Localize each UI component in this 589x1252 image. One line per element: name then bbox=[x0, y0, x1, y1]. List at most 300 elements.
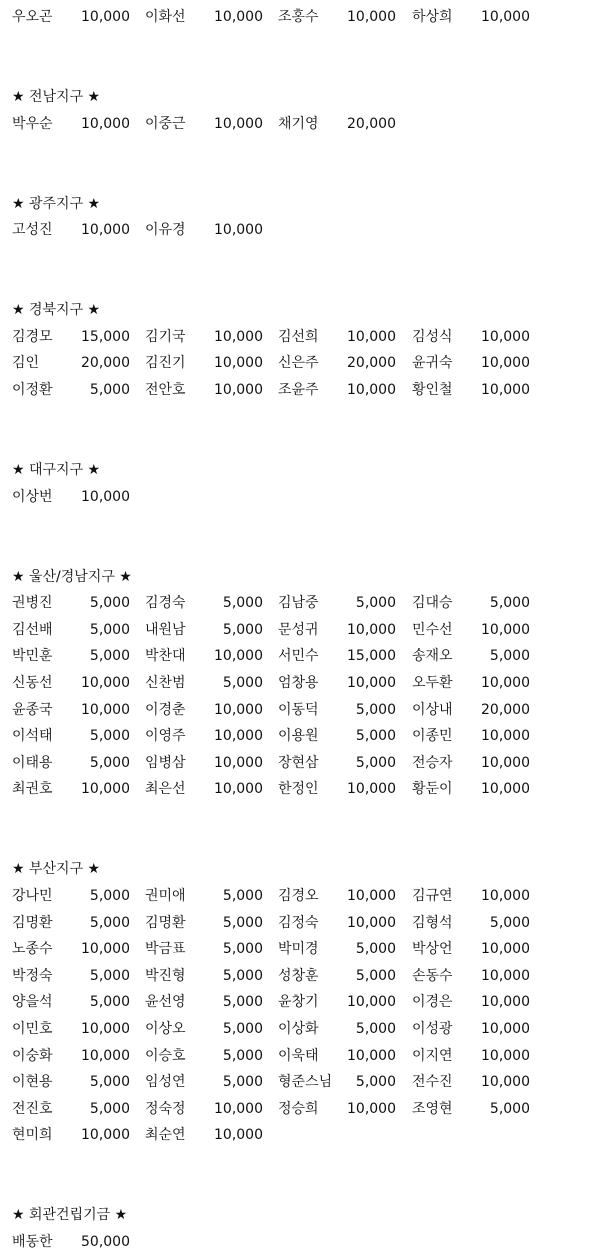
donor-entry bbox=[145, 646, 265, 666]
donation-amount: 10,000 bbox=[81, 115, 130, 132]
donor-row bbox=[12, 7, 572, 27]
donor-entry bbox=[278, 673, 398, 693]
donation-amount: 10,000 bbox=[347, 1100, 396, 1117]
donor-row bbox=[12, 487, 572, 507]
donor-row bbox=[12, 1232, 572, 1252]
donor-entry bbox=[278, 966, 398, 986]
donor-name: 박금표 bbox=[145, 941, 186, 958]
donation-amount: 10,000 bbox=[81, 1047, 130, 1064]
donor-entry bbox=[412, 593, 532, 613]
donor-entry bbox=[12, 700, 132, 720]
donor-entry bbox=[145, 114, 265, 134]
donation-amount: 5,000 bbox=[355, 967, 396, 984]
donor-row bbox=[12, 1125, 572, 1145]
donor-name: 김규연 bbox=[412, 888, 453, 904]
donor-entry bbox=[145, 966, 265, 986]
donor-name: 윤선영 bbox=[145, 994, 186, 1011]
donor-entry bbox=[278, 114, 398, 134]
donor-entry bbox=[278, 913, 398, 933]
donation-amount: 10,000 bbox=[481, 728, 530, 745]
donor-entry bbox=[12, 1019, 132, 1039]
donor-name: 채기영 bbox=[278, 115, 319, 132]
donation-amount: 10,000 bbox=[481, 355, 530, 372]
donor-name: 이성광 bbox=[412, 1021, 453, 1037]
donor-entry bbox=[12, 327, 132, 347]
donation-amount: 5,000 bbox=[222, 595, 263, 612]
donor-entry bbox=[12, 753, 132, 773]
donation-amount: 5,000 bbox=[89, 967, 130, 984]
donation-amount: 5,000 bbox=[89, 888, 130, 904]
donor-name: 이승호 bbox=[145, 1047, 186, 1064]
donor-name: 하상희 bbox=[412, 9, 453, 25]
donation-amount: 10,000 bbox=[481, 1021, 530, 1037]
donation-amount: 5,000 bbox=[489, 595, 530, 612]
donor-entry bbox=[278, 939, 398, 959]
donation-amount: 10,000 bbox=[347, 994, 396, 1011]
donor-entry bbox=[278, 992, 398, 1012]
donor-name: 김명환 bbox=[12, 914, 53, 931]
donation-amount: 10,000 bbox=[347, 888, 396, 904]
donation-amount: 10,000 bbox=[81, 9, 130, 25]
donation-amount: 20,000 bbox=[347, 115, 396, 132]
donation-amount: 10,000 bbox=[214, 701, 263, 718]
donor-name: 이상내 bbox=[412, 701, 453, 718]
donor-name: 이종민 bbox=[412, 728, 453, 745]
donor-name: 장현삼 bbox=[278, 754, 319, 771]
donor-entry bbox=[145, 1125, 265, 1145]
donation-amount: 10,000 bbox=[81, 701, 130, 718]
donor-name: 최권호 bbox=[12, 781, 53, 798]
donor-entry bbox=[412, 913, 532, 933]
donor-entry bbox=[12, 966, 132, 986]
donor-name: 김기국 bbox=[145, 328, 186, 345]
donor-row bbox=[12, 593, 572, 613]
donation-amount: 10,000 bbox=[81, 781, 130, 798]
donor-name: 오두환 bbox=[412, 675, 453, 691]
donor-row bbox=[12, 779, 572, 799]
donation-amount: 5,000 bbox=[89, 1100, 130, 1117]
donation-amount: 10,000 bbox=[481, 1074, 530, 1091]
donation-amount: 10,000 bbox=[481, 328, 530, 345]
donor-entry bbox=[412, 1046, 532, 1066]
donor-name: 박진형 bbox=[145, 967, 186, 984]
donor-row bbox=[12, 220, 572, 240]
donor-name: 윤종국 bbox=[12, 701, 53, 718]
donation-amount: 10,000 bbox=[481, 9, 530, 25]
donor-name: 전승자 bbox=[412, 754, 453, 771]
donation-amount: 10,000 bbox=[214, 1100, 263, 1117]
donor-name: 김성식 bbox=[412, 328, 453, 345]
donor-name: 박정숙 bbox=[12, 967, 53, 984]
donation-amount: 10,000 bbox=[481, 888, 530, 904]
donor-row bbox=[12, 327, 572, 347]
donor-name: 전안호 bbox=[145, 382, 186, 398]
donor-entry bbox=[12, 1046, 132, 1066]
donor-row bbox=[12, 939, 572, 959]
donation-amount: 5,000 bbox=[355, 1074, 396, 1091]
donor-entry bbox=[12, 114, 132, 134]
donor-name: 이숭화 bbox=[12, 1047, 53, 1064]
donor-entry bbox=[278, 1019, 398, 1039]
donor-name: 김진기 bbox=[145, 355, 186, 372]
donor-entry bbox=[412, 1019, 532, 1039]
donor-entry bbox=[12, 939, 132, 959]
donor-name: 양을석 bbox=[12, 994, 53, 1011]
donor-name: 이영주 bbox=[145, 728, 186, 745]
donor-entry bbox=[12, 726, 132, 746]
donor-name: 이민호 bbox=[12, 1021, 53, 1037]
donor-entry bbox=[278, 726, 398, 746]
donation-amount: 10,000 bbox=[214, 222, 263, 239]
donation-amount: 10,000 bbox=[481, 941, 530, 958]
donor-name: 김대승 bbox=[412, 595, 453, 612]
donor-name: 이경은 bbox=[412, 994, 453, 1011]
donor-entry bbox=[145, 886, 265, 906]
donation-amount: 10,000 bbox=[214, 781, 263, 798]
donation-amount: 5,000 bbox=[489, 648, 530, 665]
donor-row bbox=[12, 380, 572, 400]
donation-amount: 10,000 bbox=[214, 1127, 263, 1144]
donor-name: 윤창기 bbox=[278, 994, 319, 1011]
donor-name: 이동덕 bbox=[278, 701, 319, 718]
donor-name: 신은주 bbox=[278, 355, 319, 372]
donation-amount: 5,000 bbox=[89, 621, 130, 638]
donor-row bbox=[12, 700, 572, 720]
donation-amount: 10,000 bbox=[347, 914, 396, 931]
donor-entry bbox=[145, 1046, 265, 1066]
donation-amount: 5,000 bbox=[222, 994, 263, 1011]
donor-name: 조영현 bbox=[412, 1100, 453, 1117]
donor-row bbox=[12, 913, 572, 933]
donation-amount: 10,000 bbox=[214, 328, 263, 345]
donation-amount: 10,000 bbox=[214, 9, 263, 25]
donor-name: 이상오 bbox=[145, 1021, 186, 1037]
donor-name: 박우순 bbox=[12, 115, 53, 132]
donor-name: 김경숙 bbox=[145, 595, 186, 612]
donor-name: 윤귀숙 bbox=[412, 355, 453, 372]
donor-name: 박상언 bbox=[412, 941, 453, 958]
donor-row bbox=[12, 1046, 572, 1066]
donor-row bbox=[12, 1072, 572, 1092]
donor-name: 이태용 bbox=[12, 754, 53, 771]
donor-entry bbox=[145, 327, 265, 347]
donation-amount: 15,000 bbox=[81, 328, 130, 345]
donor-entry bbox=[412, 1072, 532, 1092]
donor-name: 조홍수 bbox=[278, 9, 319, 25]
donor-entry bbox=[145, 593, 265, 613]
donor-entry bbox=[145, 992, 265, 1012]
donor-name: 신찬범 bbox=[145, 675, 186, 691]
donation-amount: 10,000 bbox=[81, 675, 130, 691]
donor-entry bbox=[12, 992, 132, 1012]
donation-amount: 5,000 bbox=[355, 754, 396, 771]
donor-entry bbox=[278, 1046, 398, 1066]
donor-name: 문성귀 bbox=[278, 621, 319, 638]
donor-entry bbox=[412, 673, 532, 693]
donor-entry bbox=[278, 753, 398, 773]
donor-name: 황인철 bbox=[412, 382, 453, 398]
donor-name: 이상화 bbox=[278, 1021, 319, 1037]
donor-entry bbox=[278, 380, 398, 400]
donor-name: 고성진 bbox=[12, 222, 53, 239]
donor-entry bbox=[412, 966, 532, 986]
donation-amount: 10,000 bbox=[81, 222, 130, 239]
donor-entry bbox=[145, 779, 265, 799]
donor-name: 성창훈 bbox=[278, 967, 319, 984]
donation-amount: 50,000 bbox=[81, 1234, 130, 1250]
donation-amount: 10,000 bbox=[214, 754, 263, 771]
donor-name: 임성연 bbox=[145, 1074, 186, 1091]
donation-amount: 5,000 bbox=[222, 888, 263, 904]
donation-amount: 10,000 bbox=[81, 941, 130, 958]
donor-name: 배동한 bbox=[12, 1234, 53, 1250]
donor-name: 민수선 bbox=[412, 621, 453, 638]
donation-amount: 10,000 bbox=[347, 9, 396, 25]
donor-entry bbox=[12, 673, 132, 693]
donation-amount: 5,000 bbox=[355, 941, 396, 958]
donor-name: 권병진 bbox=[12, 595, 53, 612]
donor-entry bbox=[12, 380, 132, 400]
donation-amount: 10,000 bbox=[347, 1047, 396, 1064]
donation-amount: 5,000 bbox=[222, 1021, 263, 1037]
donor-name: 임병삼 bbox=[145, 754, 186, 771]
donor-row bbox=[12, 353, 572, 373]
donation-amount: 5,000 bbox=[89, 914, 130, 931]
section-heading: ★ 회관건립기금 ★ bbox=[12, 1207, 128, 1224]
donor-name: 형준스님 bbox=[278, 1074, 333, 1091]
donation-amount: 10,000 bbox=[81, 1021, 130, 1037]
donor-name: 최은선 bbox=[145, 781, 186, 798]
donor-name: 전수진 bbox=[412, 1074, 453, 1091]
donor-entry bbox=[12, 1072, 132, 1092]
donation-amount: 5,000 bbox=[89, 595, 130, 612]
donor-name: 김인 bbox=[12, 355, 40, 372]
donation-amount: 5,000 bbox=[355, 595, 396, 612]
donor-row bbox=[12, 992, 572, 1012]
donor-entry bbox=[12, 7, 132, 27]
donor-row bbox=[12, 114, 572, 134]
donor-entry bbox=[412, 753, 532, 773]
donation-amount: 5,000 bbox=[222, 1074, 263, 1091]
donation-amount: 20,000 bbox=[347, 355, 396, 372]
donation-amount: 20,000 bbox=[481, 701, 530, 718]
donor-entry bbox=[278, 593, 398, 613]
section-heading: ★ 광주지구 ★ bbox=[12, 195, 101, 212]
donor-entry bbox=[278, 353, 398, 373]
donor-name: 황둔이 bbox=[412, 781, 453, 798]
donor-entry bbox=[412, 726, 532, 746]
donor-name: 손동수 bbox=[412, 967, 453, 984]
donor-entry bbox=[12, 779, 132, 799]
donor-entry bbox=[278, 620, 398, 640]
donation-amount: 20,000 bbox=[81, 355, 130, 372]
donor-entry bbox=[412, 353, 532, 373]
donor-name: 이정환 bbox=[12, 382, 53, 398]
donation-amount: 10,000 bbox=[481, 994, 530, 1011]
donor-name: 내원남 bbox=[145, 621, 186, 638]
donor-name: 서민수 bbox=[278, 648, 319, 665]
donation-amount: 5,000 bbox=[222, 967, 263, 984]
donor-entry bbox=[412, 620, 532, 640]
donor-name: 노종수 bbox=[12, 941, 53, 958]
section-heading: ★ 경북지구 ★ bbox=[12, 302, 101, 319]
donor-entry bbox=[12, 1099, 132, 1119]
donor-row bbox=[12, 966, 572, 986]
donor-row bbox=[12, 1099, 572, 1119]
donation-amount: 5,000 bbox=[89, 1074, 130, 1091]
donor-entry bbox=[145, 7, 265, 27]
donor-entry bbox=[412, 646, 532, 666]
donor-entry bbox=[12, 487, 132, 507]
donation-amount: 10,000 bbox=[481, 1047, 530, 1064]
donor-entry bbox=[412, 327, 532, 347]
donor-entry bbox=[145, 913, 265, 933]
donor-entry bbox=[12, 646, 132, 666]
donation-amount: 5,000 bbox=[355, 1021, 396, 1037]
donation-amount: 5,000 bbox=[89, 994, 130, 1011]
donor-name: 김형석 bbox=[412, 914, 453, 931]
donation-amount: 10,000 bbox=[481, 754, 530, 771]
donor-entry bbox=[412, 939, 532, 959]
donor-name: 정숙정 bbox=[145, 1100, 186, 1117]
donation-amount: 10,000 bbox=[347, 781, 396, 798]
donor-name: 박민훈 bbox=[12, 648, 53, 665]
donor-entry bbox=[145, 1099, 265, 1119]
donor-name: 최순연 bbox=[145, 1127, 186, 1144]
donor-name: 이중근 bbox=[145, 115, 186, 132]
donor-name: 한정인 bbox=[278, 781, 319, 798]
donor-entry bbox=[412, 886, 532, 906]
donor-name: 이용원 bbox=[278, 728, 319, 745]
donor-name: 이화선 bbox=[145, 9, 186, 25]
donor-entry bbox=[412, 779, 532, 799]
donation-amount: 5,000 bbox=[89, 648, 130, 665]
donor-entry bbox=[278, 700, 398, 720]
donor-name: 이현용 bbox=[12, 1074, 53, 1091]
donor-name: 강나민 bbox=[12, 888, 53, 904]
donor-entry bbox=[412, 992, 532, 1012]
donor-name: 전진호 bbox=[12, 1100, 53, 1117]
donor-entry bbox=[12, 620, 132, 640]
donor-entry bbox=[145, 620, 265, 640]
donor-entry bbox=[145, 1072, 265, 1092]
donor-name: 이경춘 bbox=[145, 701, 186, 718]
donation-amount: 5,000 bbox=[489, 1100, 530, 1117]
donor-entry bbox=[12, 1232, 132, 1252]
donor-entry bbox=[278, 779, 398, 799]
donor-name: 이욱태 bbox=[278, 1047, 319, 1064]
donor-entry bbox=[145, 700, 265, 720]
donor-entry bbox=[412, 700, 532, 720]
donor-entry bbox=[145, 939, 265, 959]
donation-amount: 10,000 bbox=[481, 781, 530, 798]
donation-amount: 10,000 bbox=[347, 328, 396, 345]
donation-amount: 10,000 bbox=[347, 382, 396, 398]
donor-row bbox=[12, 753, 572, 773]
donor-row bbox=[12, 886, 572, 906]
donation-amount: 10,000 bbox=[81, 1127, 130, 1144]
donation-amount: 10,000 bbox=[214, 115, 263, 132]
donation-amount: 5,000 bbox=[89, 754, 130, 771]
donation-amount: 5,000 bbox=[222, 914, 263, 931]
donor-row bbox=[12, 673, 572, 693]
donor-name: 조윤주 bbox=[278, 382, 319, 398]
donor-entry bbox=[278, 1072, 398, 1092]
donor-entry bbox=[145, 726, 265, 746]
donor-name: 김정숙 bbox=[278, 914, 319, 931]
section-heading: ★ 부산지구 ★ bbox=[12, 861, 101, 878]
donation-amount: 10,000 bbox=[214, 728, 263, 745]
donor-name: 김경오 bbox=[278, 888, 319, 904]
donor-entry bbox=[412, 1099, 532, 1119]
donor-entry bbox=[12, 886, 132, 906]
donor-entry bbox=[145, 753, 265, 773]
donation-amount: 10,000 bbox=[81, 488, 130, 505]
donor-name: 우오곤 bbox=[12, 9, 53, 25]
donation-amount: 5,000 bbox=[355, 701, 396, 718]
donor-entry bbox=[278, 646, 398, 666]
donor-entry bbox=[12, 353, 132, 373]
donation-amount: 10,000 bbox=[347, 621, 396, 638]
donation-amount: 10,000 bbox=[481, 382, 530, 398]
donor-name: 이석태 bbox=[12, 728, 53, 745]
donation-amount: 10,000 bbox=[214, 355, 263, 372]
donor-row bbox=[12, 1019, 572, 1039]
donor-name: 정승희 bbox=[278, 1100, 319, 1117]
donor-name: 신동선 bbox=[12, 675, 53, 691]
donor-entry bbox=[145, 220, 265, 240]
donation-amount: 5,000 bbox=[222, 675, 263, 691]
donor-entry bbox=[145, 380, 265, 400]
donation-amount: 5,000 bbox=[89, 728, 130, 745]
donor-entry bbox=[12, 1125, 132, 1145]
donor-entry bbox=[412, 7, 532, 27]
donation-amount: 5,000 bbox=[222, 621, 263, 638]
donor-name: 김남중 bbox=[278, 595, 319, 612]
donor-entry bbox=[12, 913, 132, 933]
donation-amount: 5,000 bbox=[489, 914, 530, 931]
donation-amount: 10,000 bbox=[481, 967, 530, 984]
donor-name: 이유경 bbox=[145, 222, 186, 239]
donor-name: 김명환 bbox=[145, 914, 186, 931]
donor-name: 이지연 bbox=[412, 1047, 453, 1064]
donor-name: 이상번 bbox=[12, 488, 53, 505]
donor-entry bbox=[278, 1099, 398, 1119]
donor-row bbox=[12, 646, 572, 666]
donor-name: 김경모 bbox=[12, 328, 53, 345]
donor-entry bbox=[278, 886, 398, 906]
section-heading: ★ 울산/경남지구 ★ bbox=[12, 568, 132, 585]
donor-name: 권미애 bbox=[145, 888, 186, 904]
donor-entry bbox=[145, 1019, 265, 1039]
donor-name: 김선희 bbox=[278, 328, 319, 345]
donation-amount: 5,000 bbox=[222, 1047, 263, 1064]
donor-entry bbox=[12, 220, 132, 240]
donation-amount: 15,000 bbox=[347, 648, 396, 665]
donation-amount: 5,000 bbox=[222, 941, 263, 958]
donation-amount: 10,000 bbox=[481, 675, 530, 691]
donor-name: 현미희 bbox=[12, 1127, 53, 1144]
donation-amount: 10,000 bbox=[347, 675, 396, 691]
donor-name: 김선배 bbox=[12, 621, 53, 638]
donation-amount: 10,000 bbox=[214, 648, 263, 665]
donor-name: 엄창용 bbox=[278, 675, 319, 691]
donation-amount: 10,000 bbox=[481, 621, 530, 638]
donation-amount: 5,000 bbox=[355, 728, 396, 745]
donor-entry bbox=[278, 7, 398, 27]
donor-name: 박찬대 bbox=[145, 648, 186, 665]
donor-entry bbox=[412, 380, 532, 400]
